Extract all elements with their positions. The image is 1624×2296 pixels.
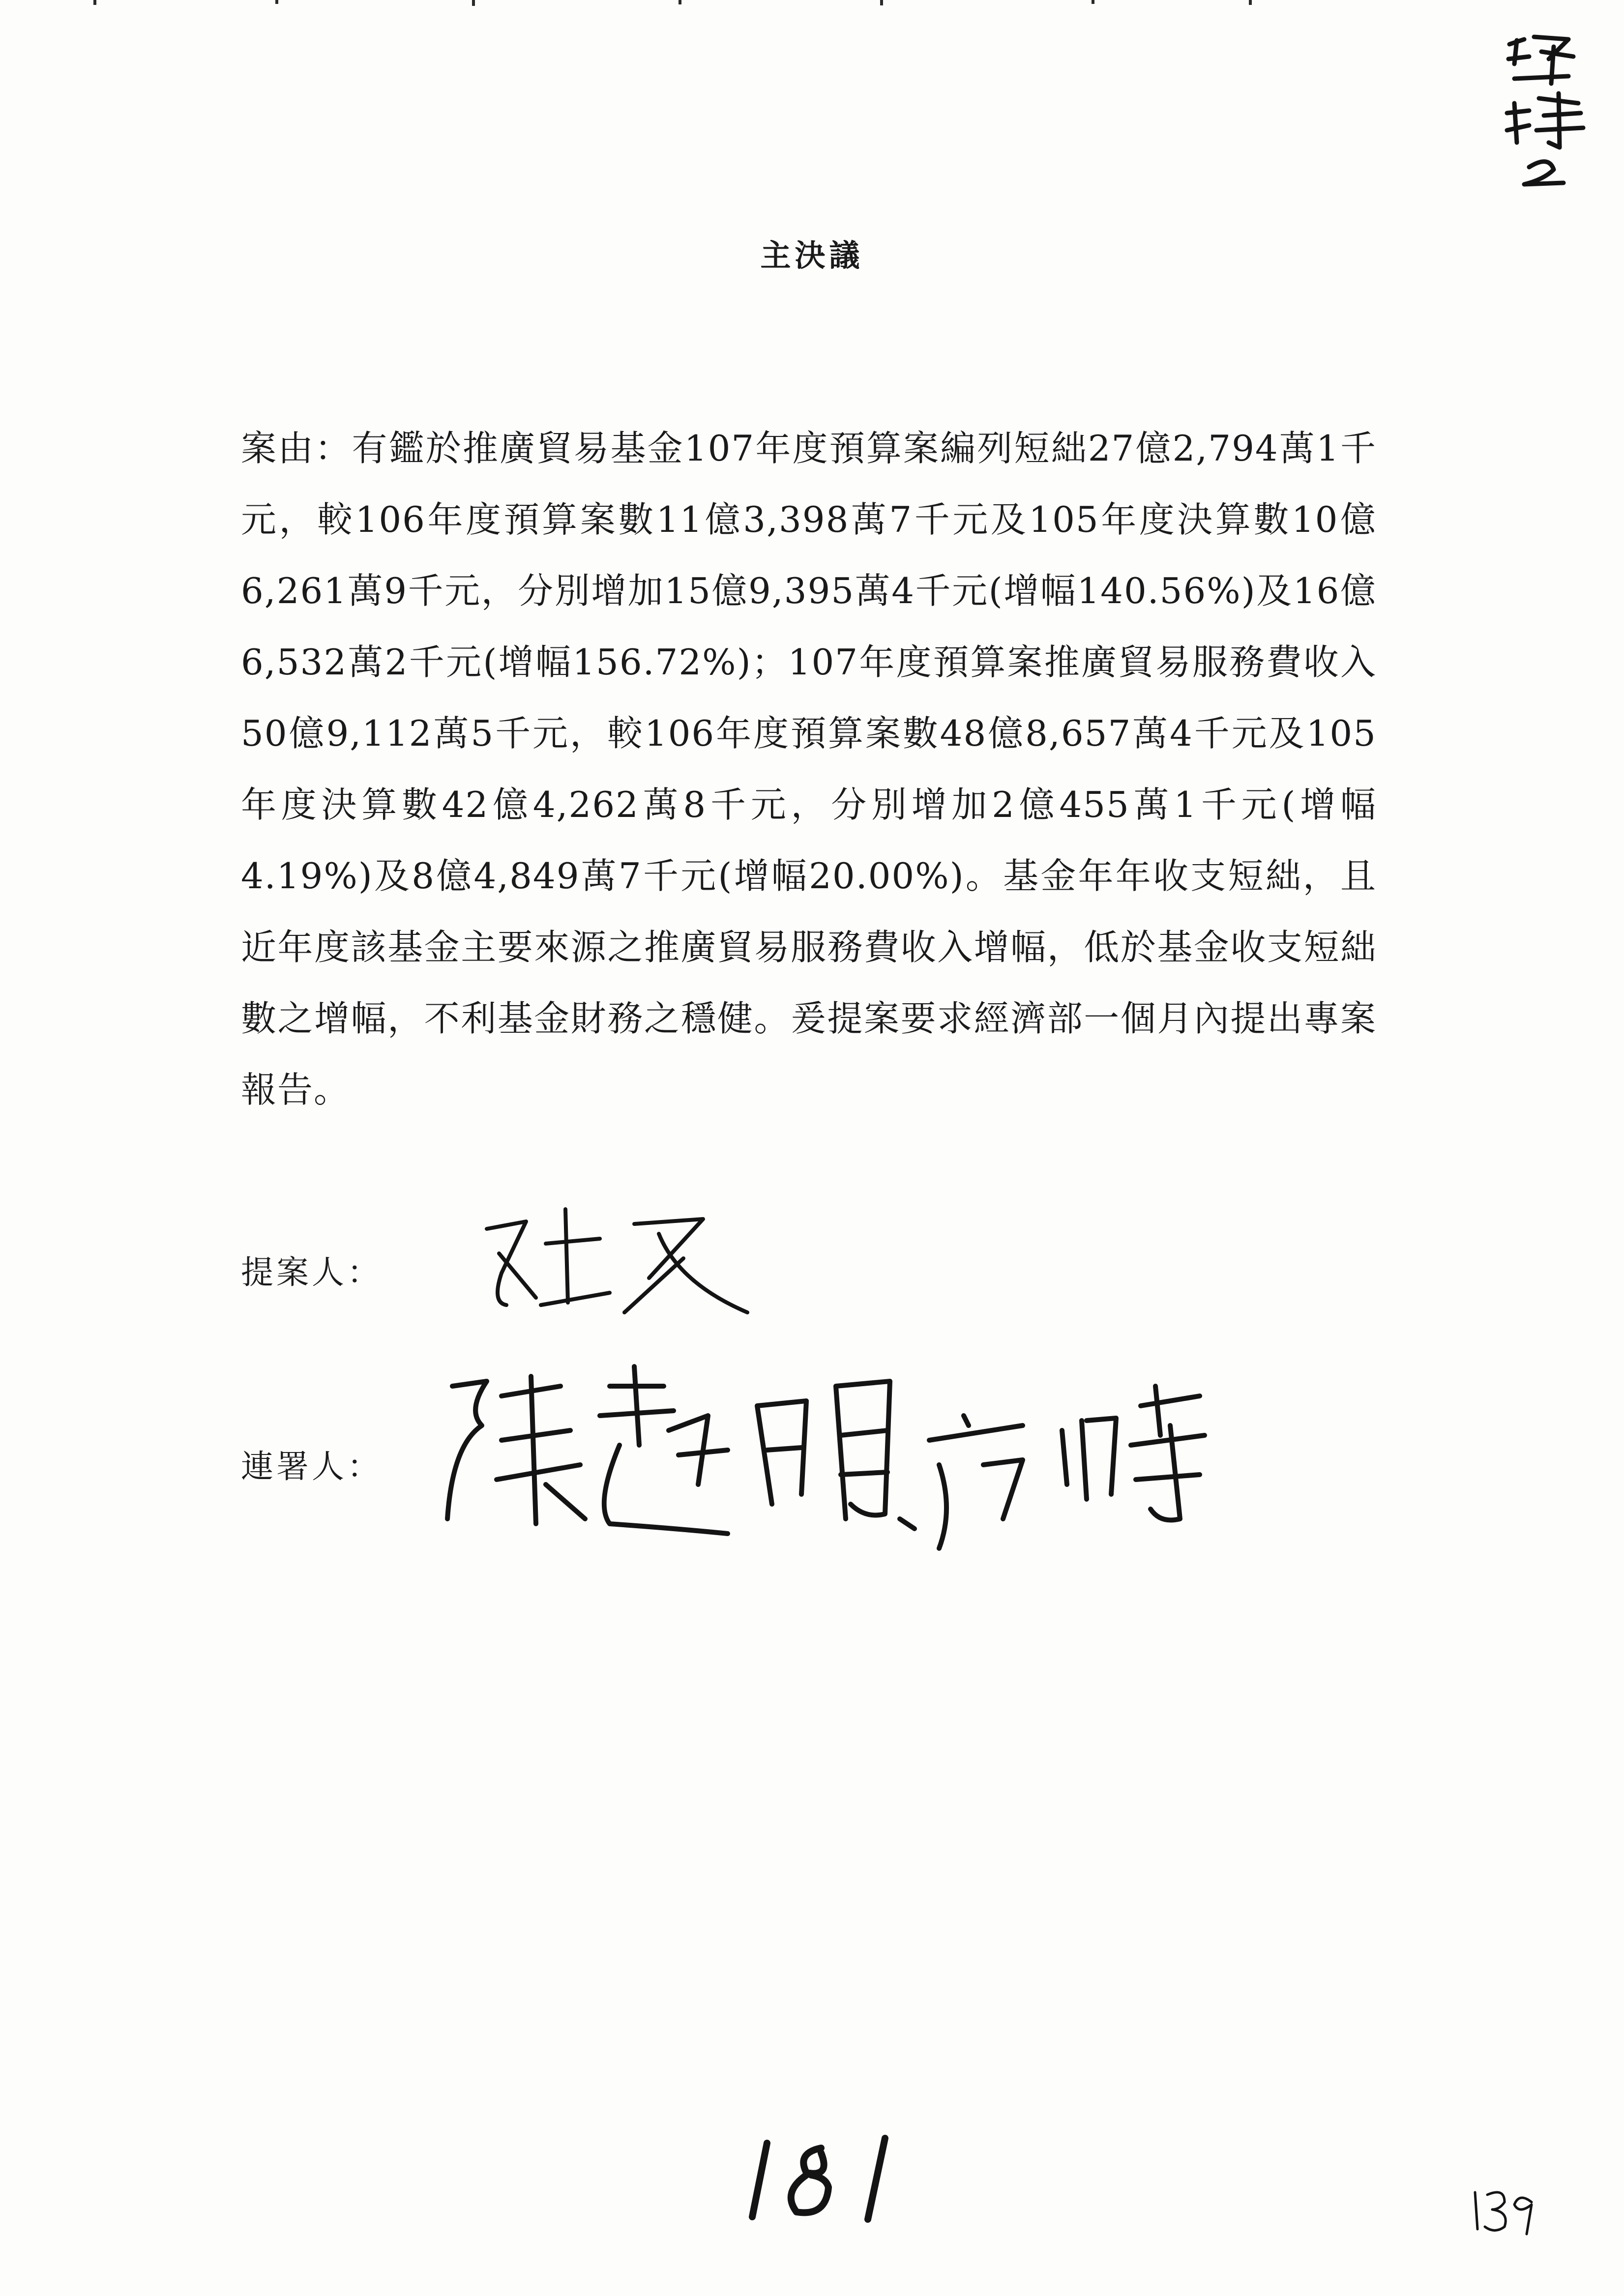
motion-body-text: 案由：有鑑於推廣貿易基金107年度預算案編列短絀27億2,794萬1千元，較106年度預算案數11億3,398萬7千元及105年度決算數10億6,261萬9千元，分別增加15億9,395萬4千元(增幅140.56%)及16億6,532萬2千元(增幅156.72%)；107年度預算案推廣貿易服務費收入50億9,112萬5千元，較106年度預算案數48億8,657萬4千元及105年度決算數42億4,262萬8千元，分別增加2億455萬1千元(增幅4.19%)及8億4,849萬7千元(增幅20.00%)。基金年年收支短絀，且近年度該基金主要來源之推廣貿易服務費收入增幅，低於基金收支短絀數之增幅，不利基金財務之穩健。爰提案要求經濟部一個月內提出專案報告。 bbox=[241, 428, 1377, 1110]
document-title: 主決議 bbox=[760, 237, 864, 273]
cosigner-signatures bbox=[433, 1357, 1210, 1563]
proposer-signature bbox=[472, 1199, 767, 1327]
handwritten-page-number bbox=[738, 2128, 905, 2227]
proposer-label: 提案人： bbox=[241, 1253, 383, 1291]
handwritten-corner-note bbox=[1495, 29, 1593, 192]
cosigner-label: 連署人： bbox=[241, 1448, 383, 1485]
handwritten-archive-number bbox=[1465, 2182, 1544, 2237]
scan-edge-marks bbox=[0, 0, 1624, 7]
